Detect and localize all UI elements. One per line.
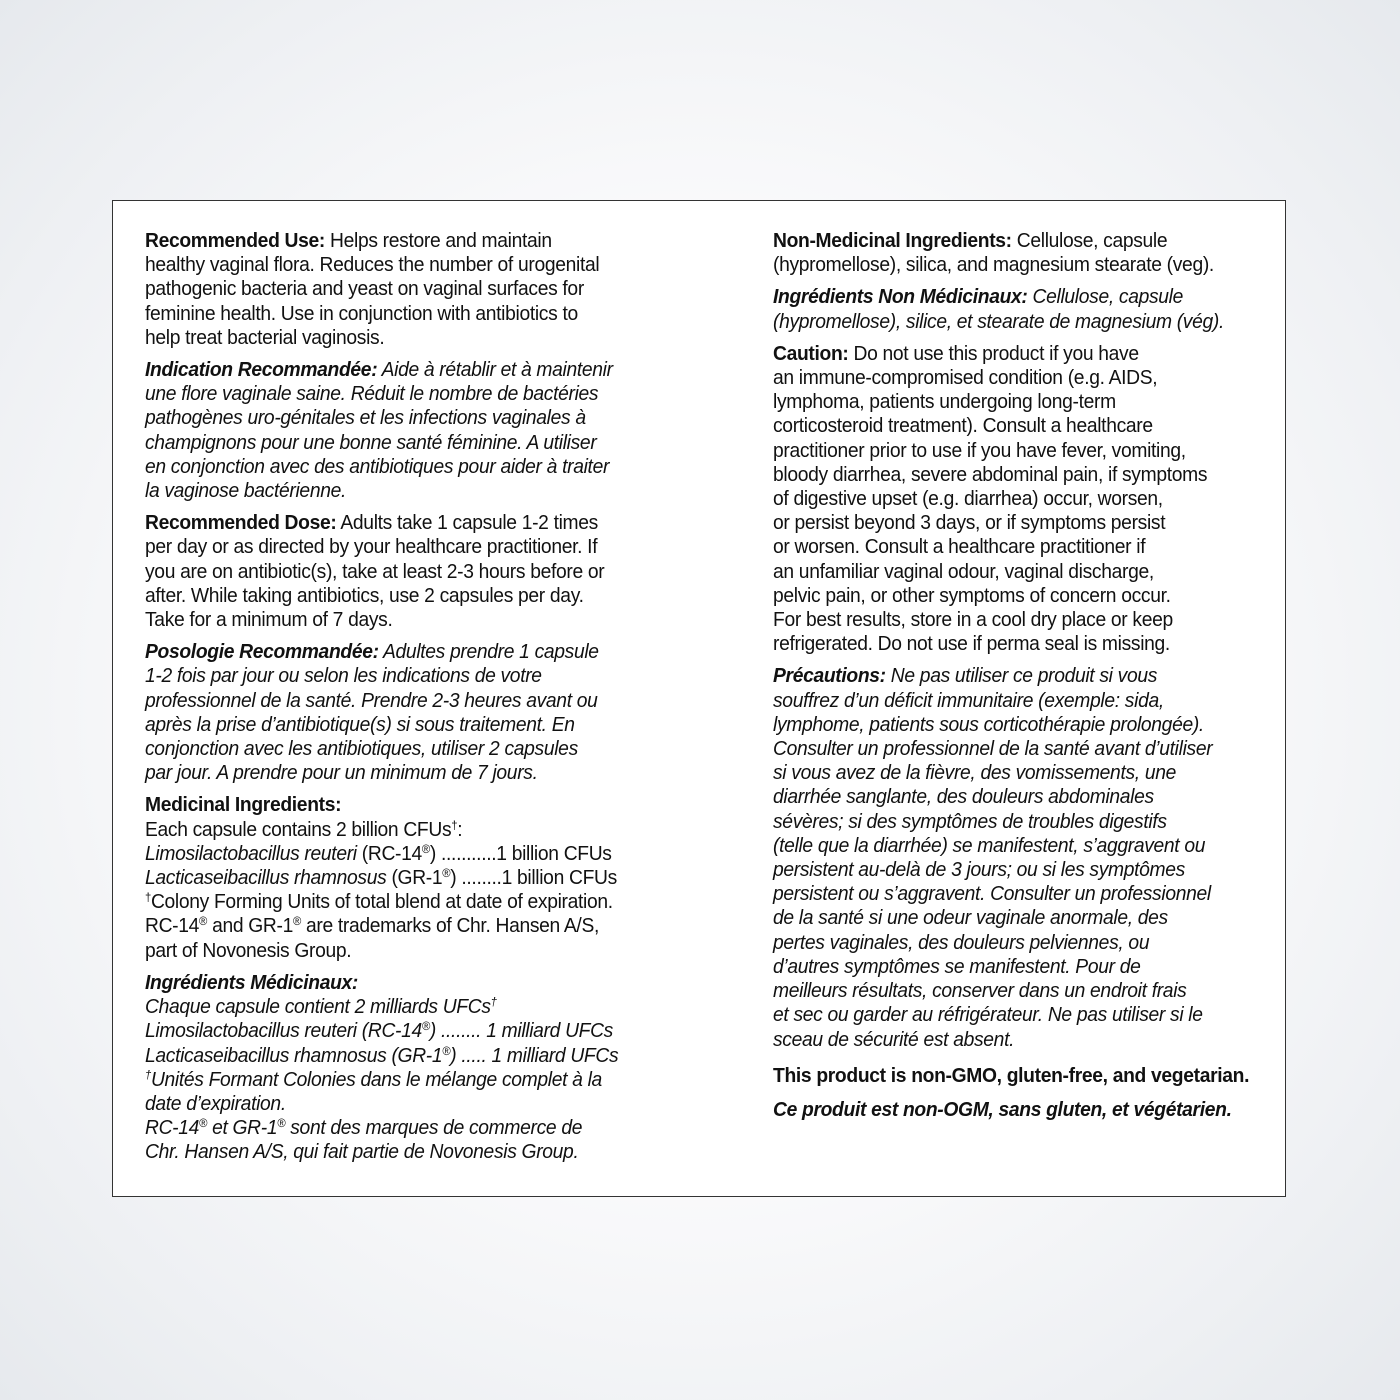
trademark-text: et GR-1 bbox=[207, 1116, 278, 1140]
text-line: feminine health. Use in conjunction with antibiotics to bbox=[145, 301, 578, 325]
text-line: Helps restore and maintain bbox=[324, 229, 552, 252]
text-line: Ne pas utiliser ce produit si vous bbox=[885, 664, 1158, 688]
text-line: Consulter un professionnel de la santé avant d’utiliser bbox=[773, 737, 1213, 761]
registered-mark: ® bbox=[277, 1116, 286, 1131]
text-line: la vaginose bactérienne. bbox=[145, 479, 347, 503]
product-statement-fr: Ce produit est non-OGM, sans gluten, et végétarien. bbox=[773, 1097, 1232, 1121]
non-medicinal-heading: Non-Medicinal Ingredients: bbox=[773, 229, 1012, 252]
non-medicinaux-heading: Ingrédients Non Médicinaux: bbox=[773, 285, 1028, 309]
text-line: lymphoma, patients undergoing long-term bbox=[773, 390, 1116, 414]
text-line: 1-2 fois par jour ou selon les indications de votre bbox=[145, 664, 542, 688]
text-line: sceau de sécurité est absent. bbox=[773, 1027, 1015, 1051]
non-medicinal-section bbox=[773, 229, 1258, 277]
precautions-heading: Précautions: bbox=[773, 664, 886, 688]
text-line: lymphome, patients sous corticothérapie prolongée). bbox=[773, 712, 1204, 736]
left-column bbox=[145, 229, 653, 1173]
trademark-text: are trademarks of Chr. Hansen A/S, bbox=[300, 914, 600, 938]
right-column bbox=[773, 229, 1258, 1122]
trademark-text: RC-14 bbox=[145, 1116, 200, 1140]
indication-recommandee-section bbox=[145, 358, 653, 503]
text-line: en conjonction avec des antibiotiques pour aider à traiter bbox=[145, 454, 610, 478]
text-line: d’autres symptômes se manifestent. Pour de bbox=[773, 954, 1141, 978]
text-line: after. While taking antibiotics, use 2 capsules per day. bbox=[145, 583, 584, 607]
text-line: professionnel de la santé. Prendre 2-3 heures avant ou bbox=[145, 688, 598, 712]
dagger-mark: † bbox=[145, 1067, 151, 1082]
ufc-footnote: date d’expiration. bbox=[145, 1091, 286, 1115]
product-statement-en: This product is non-GMO, gluten-free, and vegetarian. bbox=[773, 1063, 1250, 1087]
medicinal-ingredients-section bbox=[145, 793, 653, 962]
recommended-use-section bbox=[145, 229, 653, 350]
precautions-section bbox=[773, 664, 1258, 1051]
recommended-dose-section bbox=[145, 511, 653, 632]
ingredient-amount: ) ........1 billion CFUs bbox=[450, 866, 617, 890]
trademark-text: part of Novonesis Group. bbox=[145, 938, 352, 962]
ingredient-name: Lacticaseibacillus rhamnosus bbox=[145, 866, 387, 890]
text-line: (telle que la diarrhée) se manifestent, s’aggravent ou bbox=[773, 833, 1206, 857]
ufc-footnote: Unités Formant Colonies dans le mélange complet à la bbox=[150, 1067, 602, 1091]
text-line: conjonction avec les antibiotiques, utiliser 2 capsules bbox=[145, 737, 578, 761]
recommended-use-heading: Recommended Use: bbox=[145, 229, 325, 252]
text-line: pertes vaginales, des douleurs pelviennes, ou bbox=[773, 930, 1150, 954]
text-line: pathogenic bacteria and yeast on vaginal surfaces for bbox=[145, 277, 584, 301]
text-line: souffrez d’un déficit immunitaire (exemple: sida, bbox=[773, 688, 1164, 712]
dagger-mark: † bbox=[451, 817, 458, 832]
ingredients-intro-tail: : bbox=[457, 817, 463, 841]
registered-mark: ® bbox=[442, 866, 451, 881]
ingredient-amount: ) ........ 1 milliard UFCs bbox=[429, 1019, 613, 1043]
text-line: or persist beyond 3 days, or if symptoms persist bbox=[773, 511, 1166, 535]
trademark-text: Chr. Hansen A/S, qui fait partie de Novonesis Group. bbox=[145, 1140, 579, 1164]
text-line: et sec ou garder au réfrigérateur. Ne pas utiliser si le bbox=[773, 1003, 1203, 1027]
text-line: si vous avez de la fièvre, des vomissements, une bbox=[773, 761, 1176, 785]
text-line: practitioner prior to use if you have fever, vomiting, bbox=[773, 438, 1186, 462]
ingredient-amount: ) ..... 1 milliard UFCs bbox=[450, 1043, 619, 1067]
dagger-mark: † bbox=[145, 890, 151, 905]
text-line: Take for a minimum of 7 days. bbox=[145, 608, 393, 632]
text-line: meilleurs résultats, conserver dans un endroit frais bbox=[773, 979, 1187, 1003]
text-line: de la santé si une odeur vaginale anormale, des bbox=[773, 906, 1168, 930]
text-line: Do not use this product if you have bbox=[848, 341, 1139, 365]
registered-mark: ® bbox=[442, 1043, 451, 1058]
ingredients-medicinaux-section bbox=[145, 971, 653, 1165]
ingredients-intro: Chaque capsule contient 2 milliards UFCs bbox=[145, 995, 491, 1019]
text-line: par jour. A prendre pour un minimum de 7 jours. bbox=[145, 761, 538, 785]
ingredient-row bbox=[145, 1044, 653, 1068]
ingredient-amount: ) ...........1 billion CFUs bbox=[429, 841, 612, 865]
text-line: (hypromellose), silice, et stearate de magnesium (vég). bbox=[773, 309, 1225, 333]
medicinal-ingredients-heading: Medicinal Ingredients: bbox=[145, 793, 342, 817]
trademark-text: and GR-1 bbox=[207, 914, 293, 938]
indication-heading: Indication Recommandée: bbox=[145, 358, 378, 382]
text-line: refrigerated. Do not use if perma seal is missing. bbox=[773, 632, 1170, 656]
cfu-footnote: Colony Forming Units of total blend at date of expiration. bbox=[150, 890, 613, 914]
text-line: an unfamiliar vaginal odour, vaginal discharge, bbox=[773, 559, 1154, 583]
text-line: une flore vaginale saine. Réduit le nombre de bactéries bbox=[145, 382, 599, 406]
product-label-panel bbox=[112, 200, 1286, 1197]
text-line: persistent ou s’aggravent. Consulter un professionnel bbox=[773, 882, 1211, 906]
text-line: help treat bacterial vaginosis. bbox=[145, 325, 385, 349]
text-line: sévères; si des symptômes de troubles digestifs bbox=[773, 809, 1167, 833]
ingredient-name: Limosilactobacillus reuteri bbox=[145, 841, 357, 865]
ingredients-intro: Each capsule contains 2 billion CFUs bbox=[145, 817, 452, 841]
text-line: Adultes prendre 1 capsule bbox=[378, 640, 599, 664]
text-line: après la prise d’antibiotique(s) si sous traitement. En bbox=[145, 712, 575, 736]
ingredient-row bbox=[145, 1019, 653, 1043]
text-line: pathogènes uro-génitales et les infections vaginales à bbox=[145, 406, 586, 430]
text-line: diarrhée sanglante, des douleurs abdominales bbox=[773, 785, 1154, 809]
text-line: an immune-compromised condition (e.g. AIDS, bbox=[773, 366, 1158, 390]
recommended-dose-heading: Recommended Dose: bbox=[145, 511, 337, 535]
registered-mark: ® bbox=[421, 841, 430, 856]
text-line: Adults take 1 capsule 1-2 times bbox=[336, 511, 598, 535]
registered-mark: ® bbox=[292, 914, 301, 929]
non-medicinaux-section bbox=[773, 285, 1258, 333]
text-line: or worsen. Consult a healthcare practitioner if bbox=[773, 535, 1146, 559]
registered-mark: ® bbox=[199, 1116, 208, 1131]
ingredient-row bbox=[145, 842, 653, 866]
dagger-mark: † bbox=[490, 995, 497, 1010]
text-line: you are on antibiotic(s), take at least 2-3 hours before or bbox=[145, 559, 605, 583]
ingredient-strain: (RC-14 bbox=[356, 841, 422, 865]
text-line: Cellulose, capsule bbox=[1027, 285, 1184, 309]
text-line: Aide à rétablir et à maintenir bbox=[377, 358, 613, 382]
trademark-text: sont des marques de commerce de bbox=[285, 1116, 583, 1140]
posologie-heading: Posologie Recommandée: bbox=[145, 640, 379, 664]
text-line: pelvic pain, or other symptoms of concern occur. bbox=[773, 583, 1171, 607]
caution-heading: Caution: bbox=[773, 341, 849, 365]
text-line: healthy vaginal flora. Reduces the number of urogenital bbox=[145, 253, 600, 277]
ingredient-name: Lacticaseibacillus rhamnosus (GR-1 bbox=[145, 1043, 443, 1067]
caution-section bbox=[773, 342, 1258, 657]
text-line: bloody diarrhea, severe abdominal pain, if symptoms bbox=[773, 462, 1208, 486]
ingredient-strain: (GR-1 bbox=[386, 866, 443, 890]
registered-mark: ® bbox=[199, 914, 208, 929]
text-line: corticosteroid treatment). Consult a healthcare bbox=[773, 414, 1153, 438]
text-line: For best results, store in a cool dry place or keep bbox=[773, 608, 1173, 632]
trademark-text: RC-14 bbox=[145, 914, 200, 938]
text-line: persistent au-delà de 3 jours; ou si les symptômes bbox=[773, 858, 1185, 882]
text-line: (hypromellose), silica, and magnesium stearate (veg). bbox=[773, 253, 1214, 277]
ingredient-name: Limosilactobacillus reuteri (RC-14 bbox=[145, 1019, 422, 1043]
posologie-section bbox=[145, 640, 653, 785]
text-line: Cellulose, capsule bbox=[1011, 229, 1168, 252]
text-line: champignons pour une bonne santé féminine. A utiliser bbox=[145, 430, 597, 454]
ingredients-medicinaux-heading: Ingrédients Médicinaux: bbox=[145, 970, 359, 994]
text-line: per day or as directed by your healthcare practitioner. If bbox=[145, 535, 598, 559]
registered-mark: ® bbox=[421, 1019, 430, 1034]
ingredient-row bbox=[145, 866, 653, 890]
text-line: of digestive upset (e.g. diarrhea) occur, worsen, bbox=[773, 487, 1163, 511]
